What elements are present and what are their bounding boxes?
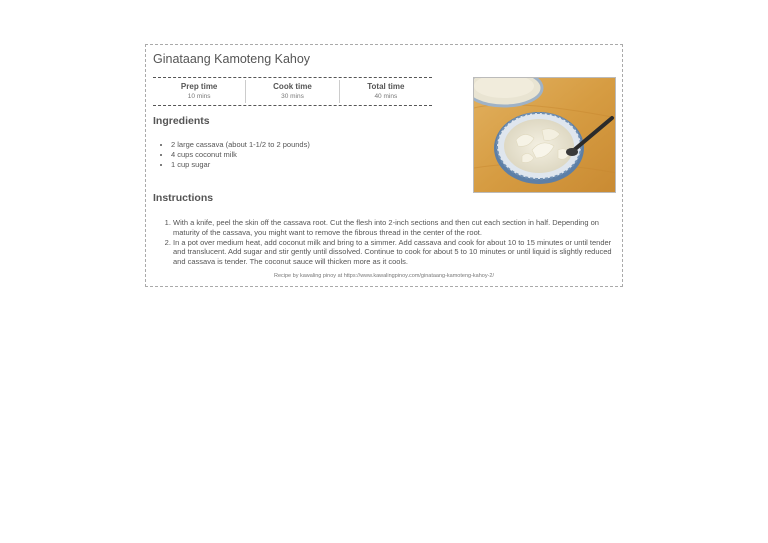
ingredient-item: • 1 cup sugar <box>171 160 310 170</box>
instruction-step: 1. With a knife, peel the skin off the cassava root. Cut the flesh into 2-inch sections and then cut each section in half. Depending on maturity of the cassava, you might want to remove the fibrous thread in the center of the root. <box>173 218 615 238</box>
recipe-credit: Recipe by kawaling pinoy at https://www.kawalingpinoy.com/ginataang-kamoteng-kahoy-2/ <box>273 273 495 279</box>
recipe-title: Ginataang Kamoteng Kahoy <box>153 52 311 66</box>
total-time <box>340 80 432 103</box>
instruction-step: 2. In a pot over medium heat, add coconut milk and bring to a simmer. Add cassava and cook for about 10 to 15 minutes or until tender and translucent. Add sugar and stir gently until dissolved. Continue to cook for about 5 to 10 minutes or until liquid is slightly reduced and cassava is tender. The coconut sauce will thicken more as it cools. <box>173 238 615 267</box>
prep-time-label: Prep time <box>180 81 218 91</box>
cassava-bowl-image <box>474 78 616 193</box>
cook-time-label: Cook time <box>273 81 312 91</box>
ingredients-list <box>153 140 310 170</box>
total-time-label: Total time <box>367 81 405 91</box>
prep-time <box>153 80 246 103</box>
ingredient-item: • 4 cups coconut milk <box>171 150 310 160</box>
recipe-times <box>153 77 432 106</box>
ingredients-heading: Ingredients <box>153 115 210 127</box>
recipe-photo <box>473 77 616 193</box>
ingredient-item: • 2 large cassava (about 1-1/2 to 2 pounds) <box>171 140 310 150</box>
cook-time-value: 30 mins <box>281 92 304 100</box>
instructions-list <box>153 218 615 267</box>
prep-time-value: 10 mins <box>187 92 211 100</box>
instructions-heading: Instructions <box>153 192 214 204</box>
total-time-value: 40 mins <box>374 92 398 100</box>
cook-time <box>246 80 339 103</box>
recipe-card <box>145 44 623 287</box>
